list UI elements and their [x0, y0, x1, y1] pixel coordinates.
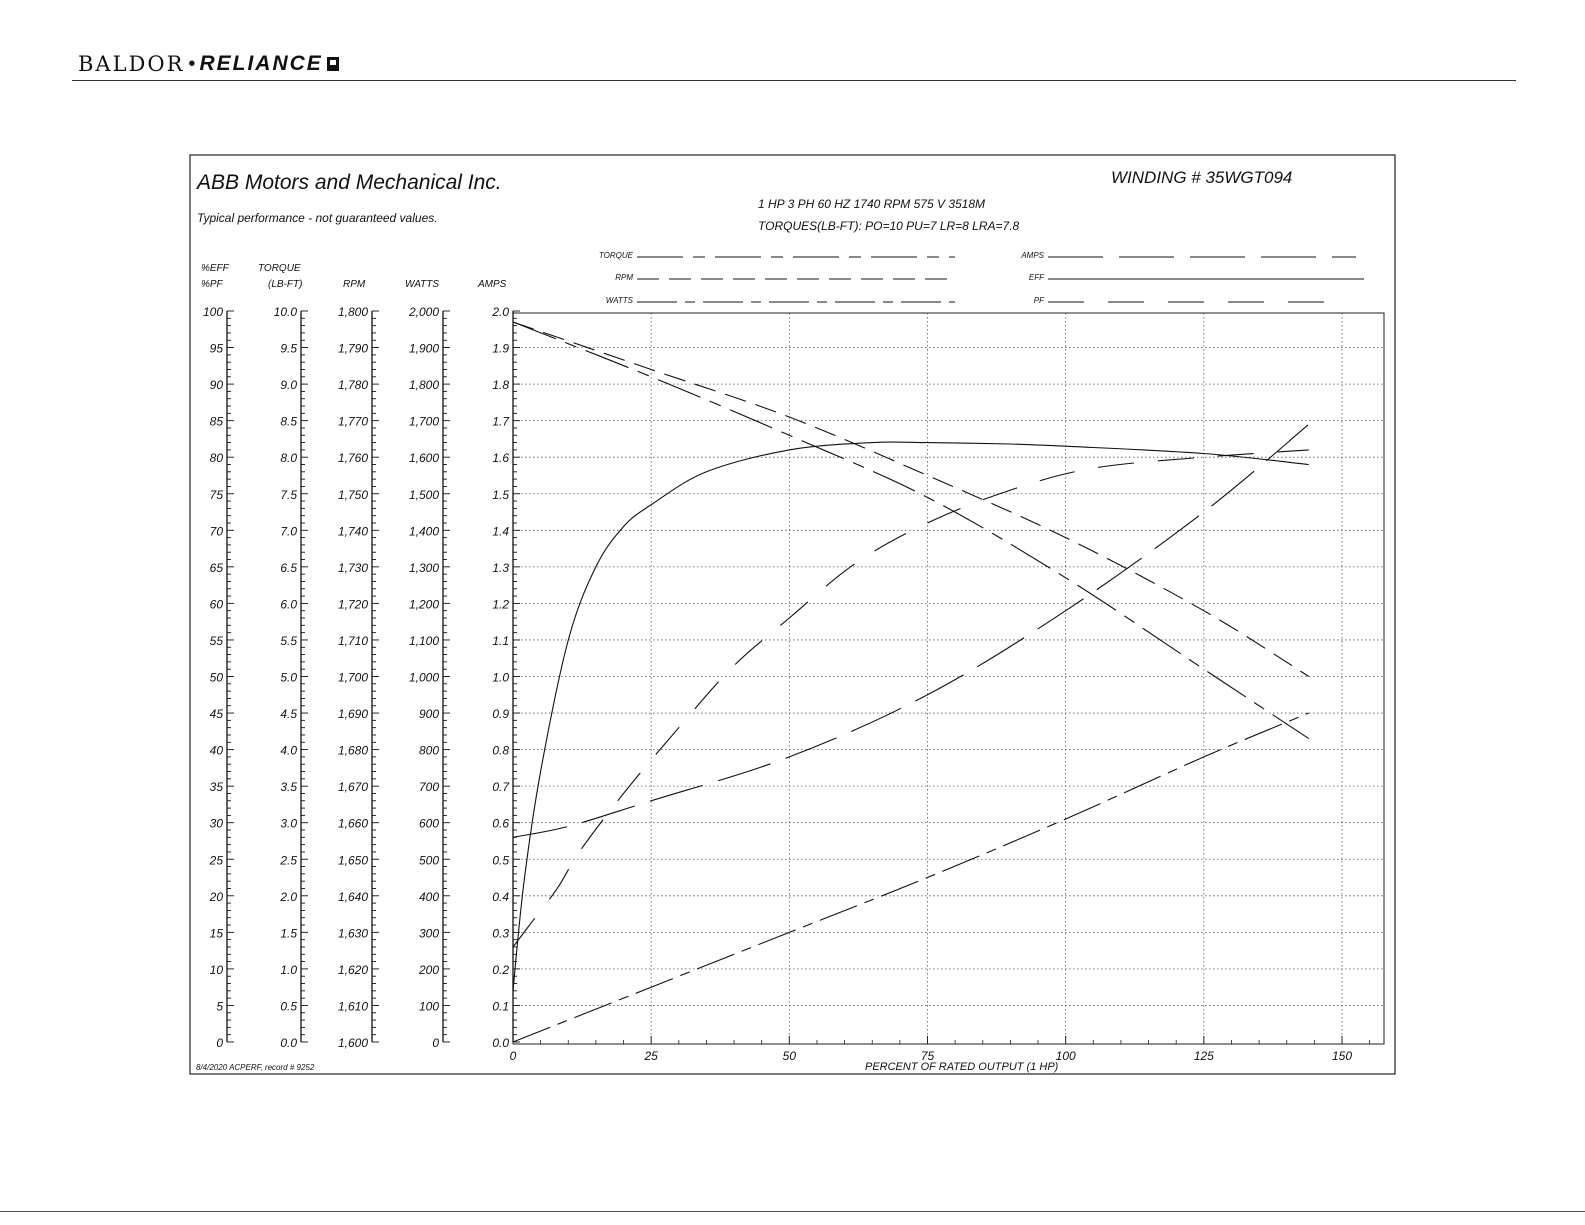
axis-tick-label: 85	[209, 414, 223, 429]
axis-tick-label: 1,100	[408, 633, 439, 648]
axis-tick-label: 8.5	[280, 414, 297, 429]
axis-tick-label: 0.7	[492, 780, 509, 795]
axis-header: AMPS	[478, 279, 507, 290]
axis-tick-label: 35	[209, 780, 223, 795]
axis-tick-label: 1.5	[492, 487, 509, 502]
axis-tick-label: 1.9	[492, 341, 509, 356]
x-tick-label: 100	[1055, 1049, 1076, 1063]
axis-tick-label: 2.0	[492, 305, 509, 319]
logo-dot: •	[188, 52, 196, 75]
logo-reliance-text: RELIANCE	[199, 52, 323, 75]
axis-tick-label: 1.6	[492, 451, 509, 466]
legend-label-pf: PF	[1033, 296, 1044, 305]
axis-tick-label: 0.9	[492, 707, 509, 722]
axis-tick-label: 1,200	[408, 597, 439, 612]
axis-tick-label: 7.5	[280, 487, 297, 502]
axis-tick-label: 0	[432, 1036, 439, 1050]
axis-tick-label: 2,000	[408, 305, 439, 319]
legend	[599, 251, 1364, 305]
axis-tick-label: 0.0	[492, 1036, 509, 1050]
axis-tick-label: 15	[209, 926, 223, 941]
axis-tick-label: 1,750	[337, 487, 368, 502]
series-line-pf	[513, 450, 1309, 947]
axis-tick-label: 2.0	[280, 889, 297, 904]
axis-tick-label: 4.0	[280, 743, 297, 758]
legend-label-torque: TORQUE	[598, 251, 633, 260]
axis-tick-label: 1.0	[280, 962, 297, 977]
axis-tick-label: 1,610	[337, 999, 368, 1014]
series-line-watts	[513, 713, 1309, 1042]
axis-tick-label: 200	[418, 962, 439, 977]
axis-tick-label: 2.5	[280, 853, 297, 868]
axis-tick-label: 1,690	[337, 707, 368, 722]
axis-tick-label: 1.1	[492, 633, 509, 648]
axis-tick-label: 65	[209, 560, 223, 575]
axis-tick-label: 55	[209, 633, 223, 648]
axis-tick-label: 1,300	[408, 560, 439, 575]
axis-tick-label: 0.0	[280, 1036, 297, 1050]
axis-eff-pf	[201, 263, 234, 1050]
axis-header: %EFF	[201, 263, 229, 274]
axis-tick-label: 0.4	[492, 889, 509, 904]
axis-tick-label: 1,620	[337, 962, 368, 977]
axis-header: RPM	[343, 279, 366, 290]
axis-tick-label: 1.5	[280, 926, 297, 941]
axis-tick-label: 1,700	[408, 414, 439, 429]
legend-label-amps: AMPS	[1021, 251, 1044, 260]
x-axis-label: PERCENT OF RATED OUTPUT (1 HP)	[865, 1061, 1059, 1073]
axis-tick-label: 0.5	[492, 853, 509, 868]
axis-tick-label: 4.5	[280, 707, 297, 722]
axis-tick-label: 1,780	[337, 378, 368, 393]
legend-label-rpm: RPM	[615, 273, 633, 282]
logo-baldor-text: BALDOR	[78, 52, 185, 76]
axis-tick-label: 1,640	[337, 889, 368, 904]
axis-tick-label: 0.5	[280, 999, 297, 1014]
axis-tick-label: 1,650	[337, 853, 368, 868]
axis-tick-label: 5.0	[280, 670, 297, 685]
legend-label-watts: WATTS	[605, 296, 633, 305]
series-lines	[513, 322, 1309, 1042]
axis-tick-label: 10	[209, 962, 223, 977]
axis-tick-label: 1,660	[337, 816, 368, 831]
axis-tick-label: 1.0	[492, 670, 509, 685]
axis-tick-label: 1.2	[492, 597, 509, 612]
spec-line-2: TORQUES(LB-FT): PO=10 PU=7 LR=8 LRA=7.8	[758, 219, 1020, 233]
axis-tick-label: 0.1	[492, 999, 509, 1014]
axis-tick-label: 6.0	[280, 597, 297, 612]
axis-header: %PF	[201, 279, 223, 290]
axis-tick-label: 1.3	[492, 560, 509, 575]
chart-frame	[190, 155, 1395, 1074]
axis-rpm	[338, 279, 379, 1050]
axis-tick-label: 400	[418, 889, 439, 904]
axis-tick-label: 95	[209, 341, 223, 356]
axis-tick-label: 1,760	[337, 451, 368, 466]
axis-tick-label: 45	[209, 707, 223, 722]
axis-tick-label: 1,600	[337, 1036, 368, 1050]
axis-tick-label: 1,790	[337, 341, 368, 356]
axis-tick-label: 100	[418, 999, 439, 1014]
axis-tick-label: 25	[209, 853, 223, 868]
axis-tick-label: 1.8	[492, 378, 509, 393]
axis-tick-label: 1,720	[337, 597, 368, 612]
axis-tick-label: 30	[209, 816, 223, 831]
x-tick-label: 50	[782, 1049, 797, 1063]
axis-tick-label: 10.0	[273, 305, 297, 319]
spec-line-1: 1 HP 3 PH 60 HZ 1740 RPM 575 V 3518M	[758, 197, 986, 211]
chart-subtitle: Typical performance - not guaranteed values.	[197, 211, 438, 225]
chart-footnote: 8/4/2020 ACPERF, record # 9252	[196, 1063, 315, 1072]
series-line-amps	[513, 424, 1309, 837]
axis-tick-label: 500	[418, 853, 439, 868]
axis-tick-label: 1,630	[337, 926, 368, 941]
axis-tick-label: 0	[216, 1036, 223, 1050]
axis-tick-label: 20	[209, 889, 223, 904]
axis-tick-label: 70	[209, 524, 223, 539]
axis-tick-label: 0.2	[492, 962, 509, 977]
axis-tick-label: 1,700	[337, 670, 368, 685]
axis-tick-label: 3.0	[280, 816, 297, 831]
axis-tick-label: 1,600	[408, 451, 439, 466]
axis-tick-label: 1,710	[337, 633, 368, 648]
series-line-eff	[513, 442, 1309, 991]
axis-tick-label: 7.0	[280, 524, 297, 539]
axis-watts	[405, 279, 450, 1050]
axis-tick-label: 1,740	[337, 524, 368, 539]
axis-tick-label: 1,800	[408, 378, 439, 393]
plot-border	[513, 313, 1384, 1044]
axis-tick-label: 3.5	[280, 780, 297, 795]
axis-tick-label: 300	[418, 926, 439, 941]
axis-tick-label: 100	[202, 305, 223, 319]
axis-header: WATTS	[405, 279, 440, 290]
axis-tick-label: 1,800	[337, 305, 368, 319]
axis-tick-label: 8.0	[280, 451, 297, 466]
legend-label-eff: EFF	[1028, 273, 1044, 282]
axis-tick-label: 700	[418, 780, 439, 795]
axis-tick-label: 1.7	[492, 414, 509, 429]
axis-tick-label: 1,680	[337, 743, 368, 758]
axis-tick-label: 1,500	[408, 487, 439, 502]
x-tick-label: 75	[920, 1049, 935, 1063]
axis-tick-label: 600	[418, 816, 439, 831]
axis-header: TORQUE	[258, 263, 301, 274]
axis-tick-label: 1,400	[408, 524, 439, 539]
axis-tick-label: 9.5	[280, 341, 297, 356]
grid	[510, 313, 1384, 1063]
x-tick-label: 0	[509, 1049, 517, 1063]
footer-rule	[0, 1211, 1585, 1212]
axis-tick-label: 50	[209, 670, 223, 685]
axis-tick-label: 900	[418, 707, 439, 722]
axis-tick-label: 5	[216, 999, 223, 1014]
axis-tick-label: 75	[209, 487, 223, 502]
axis-tick-label: 1,770	[337, 414, 368, 429]
axis-tick-label: 0.8	[492, 743, 509, 758]
x-tick-label: 25	[644, 1049, 658, 1063]
axis-torque	[258, 263, 308, 1050]
winding-label: WINDING # 35WGT094	[1111, 168, 1293, 187]
axis-tick-label: 1,670	[337, 780, 368, 795]
axis-tick-label: 5.5	[280, 633, 297, 648]
axis-header: (LB-FT)	[268, 279, 303, 290]
axis-tick-label: 1,900	[408, 341, 439, 356]
axis-tick-label: 1,000	[408, 670, 439, 685]
axis-tick-label: 6.5	[280, 560, 297, 575]
axis-tick-label: 9.0	[280, 378, 297, 393]
axis-tick-label: 40	[209, 743, 223, 758]
axis-tick-label: 800	[418, 743, 439, 758]
axis-amps	[477, 279, 520, 1050]
x-tick-label: 150	[1331, 1049, 1353, 1063]
axis-tick-label: 1.4	[492, 524, 509, 539]
axis-tick-label: 60	[209, 597, 223, 612]
axis-tick-label: 90	[209, 378, 223, 393]
axis-tick-label: 80	[209, 451, 223, 466]
axis-tick-label: 0.6	[492, 816, 509, 831]
chart-company: ABB Motors and Mechanical Inc.	[197, 171, 502, 194]
x-tick-label: 125	[1193, 1049, 1214, 1063]
axis-tick-label: 1,730	[337, 560, 368, 575]
scale-axes	[201, 263, 520, 1050]
axis-tick-label: 0.3	[492, 926, 509, 941]
series-line-rpm	[513, 322, 1309, 677]
